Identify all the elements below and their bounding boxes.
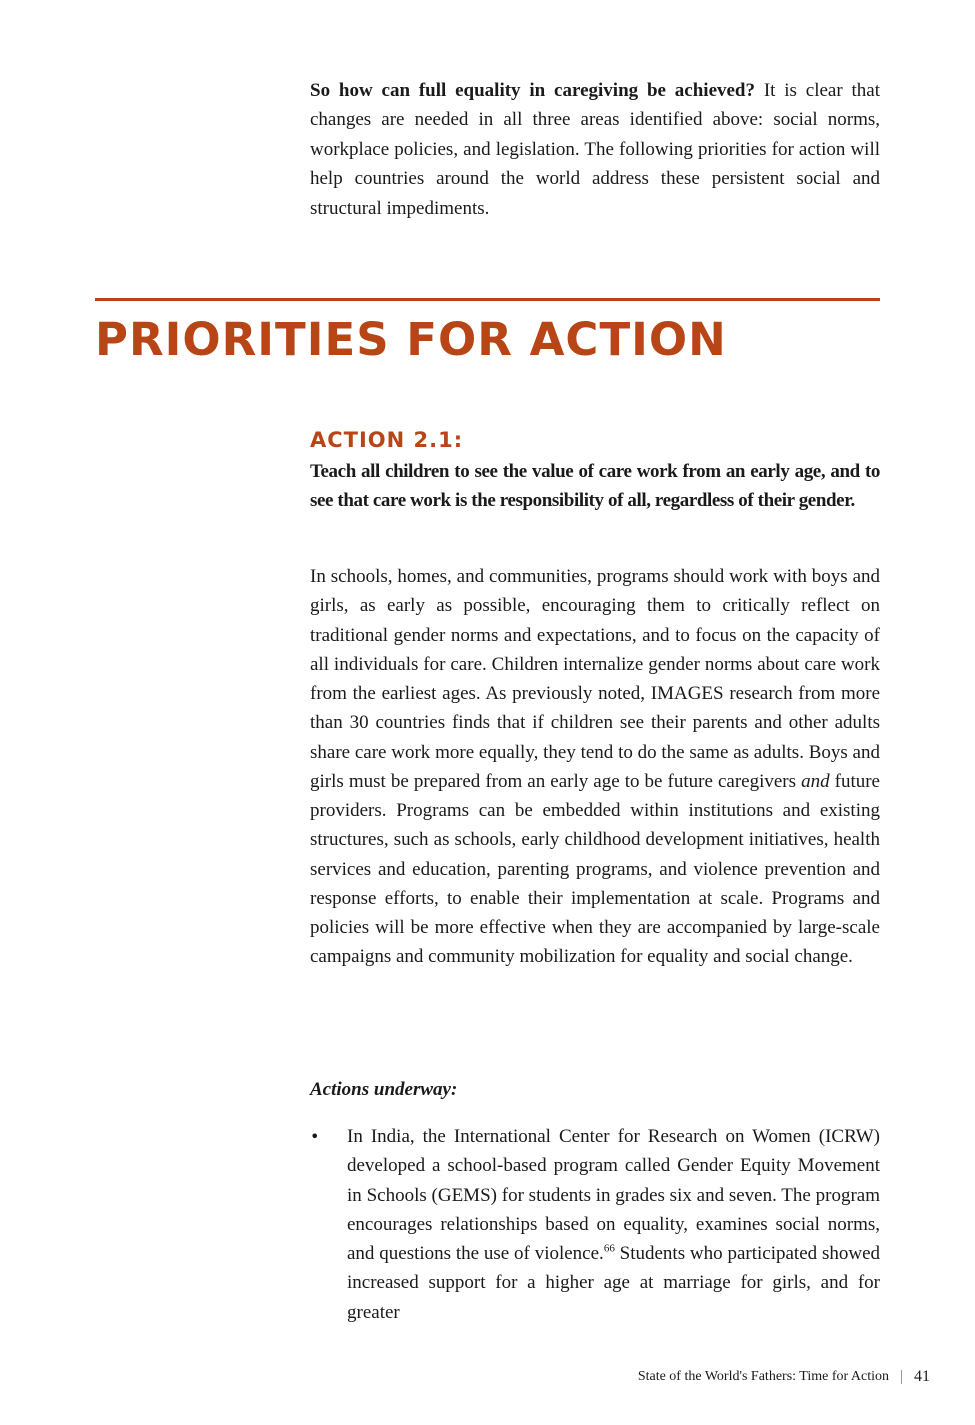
list-item-text-part2: Students who participated showed increased support for a higher age at marriage for girls, and for greater	[347, 1243, 881, 1323]
footer-separator	[901, 1370, 902, 1384]
page-number: 41	[914, 1368, 930, 1385]
intro-lead-question: So how can full equality in caregiving be achieved?	[310, 80, 756, 101]
bullet-icon: •	[310, 1127, 320, 1146]
footer-title: State of the World's Fathers: Time for Action	[637, 1369, 889, 1384]
section-divider	[95, 298, 880, 301]
actions-underway-heading: Actions underway:	[310, 1079, 458, 1100]
action-label: ACTION 2.1:	[310, 428, 464, 452]
body-text-emphasis: and	[801, 770, 830, 792]
footnote-ref: 66	[603, 1242, 615, 1255]
body-text-part2: future providers. Programs can be embedded within institutions and existing structures, such as schools, early childhood development initiatives, health services and education, parenting programs, and violence prevention and response efforts, to enable their implementation at scale. Programs and policies will be more effective when they are accompanied by large-scale campaigns and community mobilization for equality and social change.	[310, 770, 880, 968]
action-subtitle: Teach all children to see the value of care work from an early age, and to see that care work is the responsibility of all, regardless of their gender.	[310, 461, 880, 512]
list-item	[310, 1122, 880, 1327]
intro-paragraph	[310, 76, 880, 223]
page-footer	[638, 1368, 930, 1386]
section-title: PRIORITIES FOR ACTION	[95, 313, 727, 366]
intro-text: It is clear that changes are needed in all three areas identified above: social norms, workplace policies, and legislation. The following priorities for action will help countries around the world address these persistent social and structural impediments.	[310, 80, 880, 219]
body-text-part1: In schools, homes, and communities, programs should work with boys and girls, as early as possible, encouraging them to critically reflect on traditional gender norms and expectations, and to focus on the capacity of all individuals for care. Children internalize gender norms about care work from the earliest ages. As previously noted, IMAGES research from more than 30 countries finds that if children see their parents and other adults share care work more equally, they tend to do the same as adults. Boys and girls must be prepared from an early age to be future caregivers	[310, 566, 880, 792]
list-item-text	[347, 1122, 880, 1327]
list-item-text-part1: In India, the International Center for Research on Women (ICRW) developed a school-based program called Gender Equity Movement in Schools (GEMS) for students in grades six and seven. The program encourages relationships based on equality, examines social norms, and questions the use of violence.	[347, 1126, 880, 1264]
action-body-paragraph	[310, 562, 880, 972]
actions-underway-list	[310, 1122, 880, 1327]
